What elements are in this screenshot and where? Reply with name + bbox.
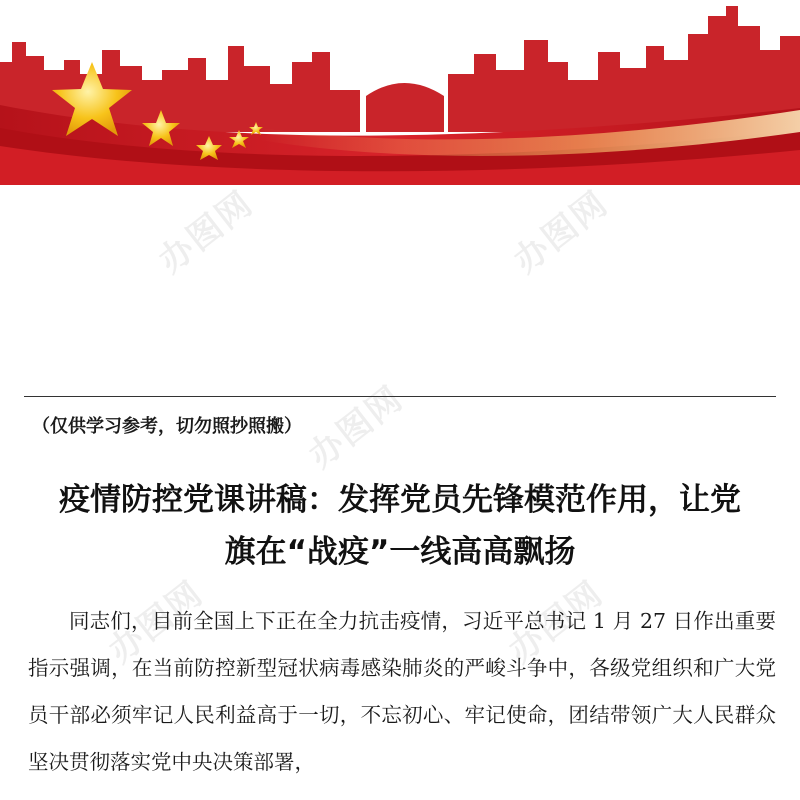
watermark: 办图网 xyxy=(101,573,212,672)
banner-graphic xyxy=(0,0,800,185)
watermark: 办图网 xyxy=(501,573,612,672)
watermark: 办图网 xyxy=(301,378,412,477)
watermark: 办图网 xyxy=(506,183,617,282)
header-divider xyxy=(24,396,776,397)
title-line-1: 疫情防控党课讲稿：发挥党员先锋模范作用，让党 xyxy=(59,482,741,518)
document-title xyxy=(24,474,776,578)
skyline-silhouette xyxy=(0,6,800,132)
usage-note: （仅供学习参考，切勿照抄照搬） xyxy=(32,416,302,437)
header-banner xyxy=(0,0,800,185)
watermark: 办图网 xyxy=(151,183,262,282)
body-paragraph: 同志们，目前全国上下正在全力抗击疫情，习近平总书记 1 月 27 日作出重要指示强调，在当前防控新型冠状病毒感染肺炎的严峻斗争中，各级党组织和广大党员干部必须牢记人民利益高于一切，不忘初心、牢记使命，团结带领广大人民群众坚决贯彻落实党中央决策部署， xyxy=(28,609,776,774)
title-line-2: 旗在“战疫”一线高高飘扬 xyxy=(224,534,576,570)
